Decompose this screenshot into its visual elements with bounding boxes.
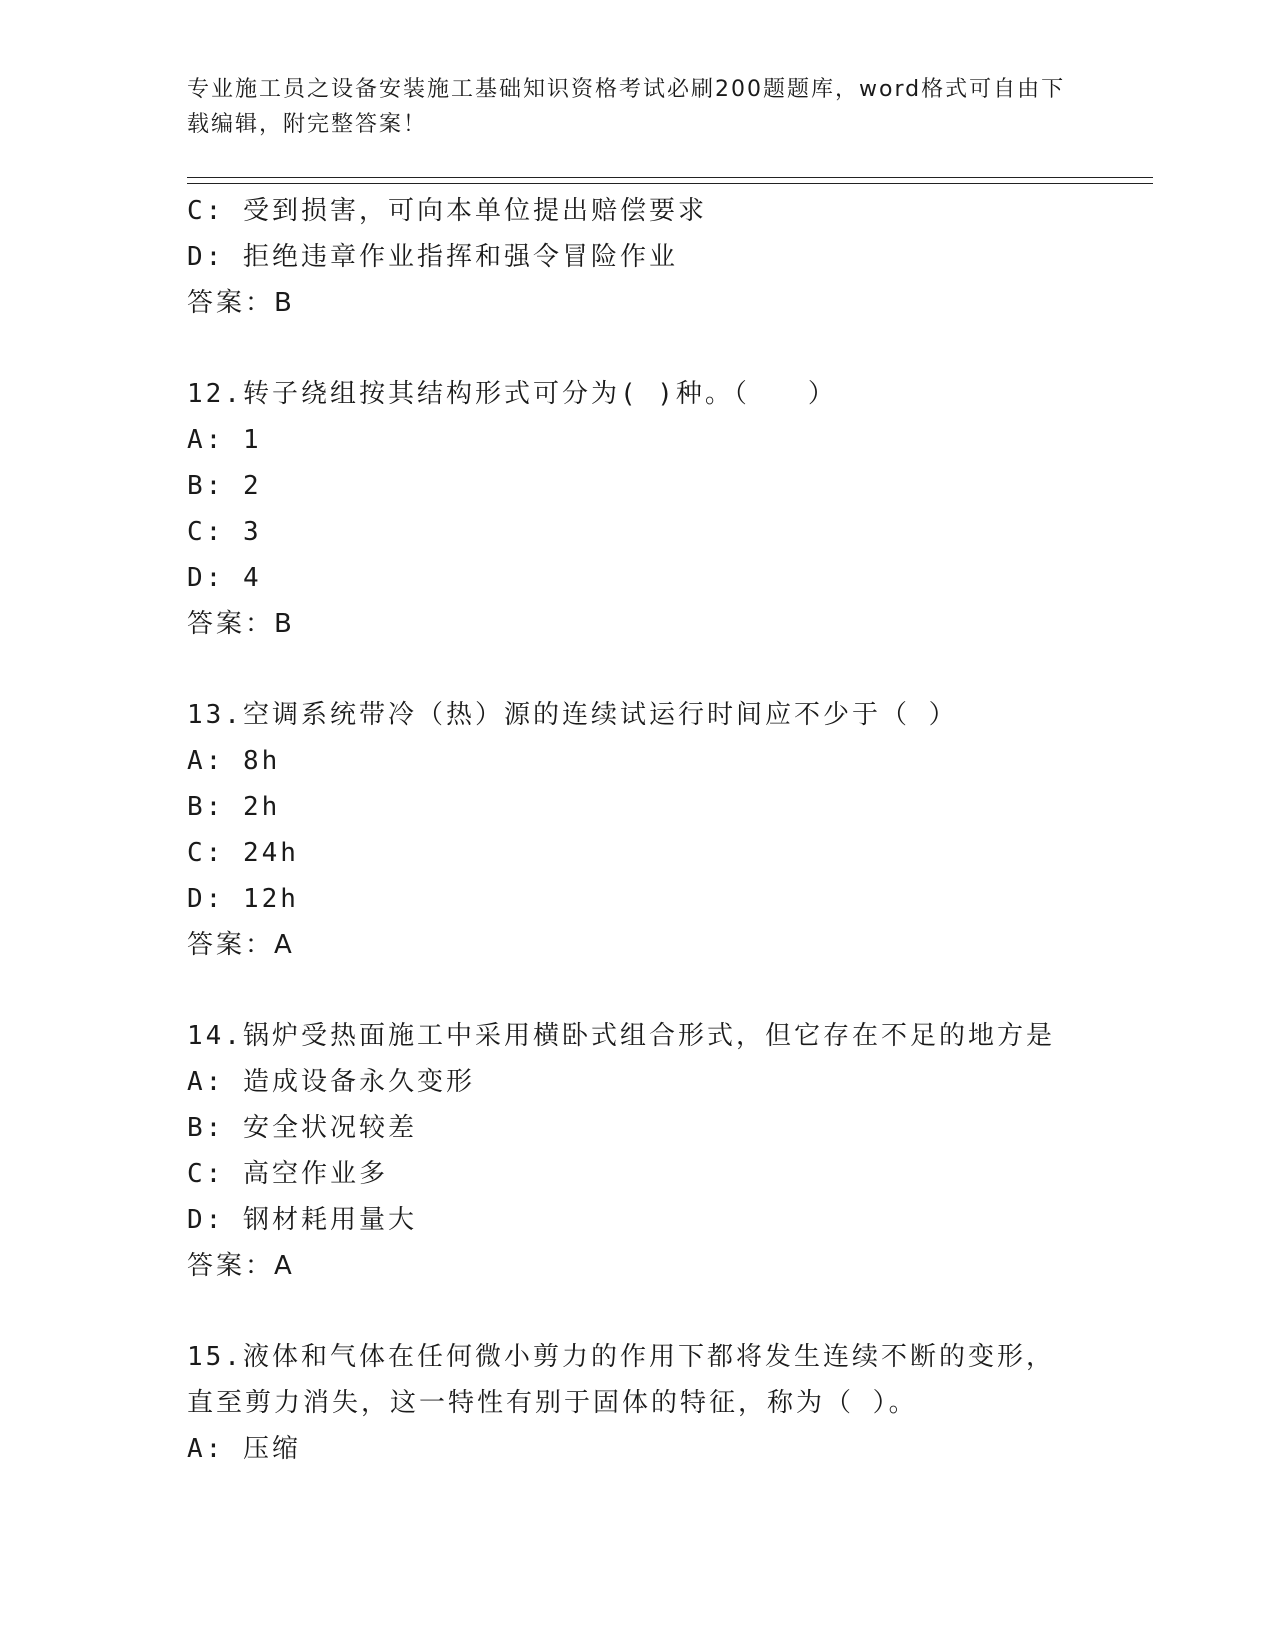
option-d: D: 4	[187, 563, 262, 593]
question-block-13	[187, 692, 1087, 968]
question-text: 12.转子绕组按其结构形式可分为( )种。（ ）	[187, 379, 837, 409]
answer-text: 答案：B	[187, 288, 295, 318]
option-c: C: 3	[187, 517, 262, 547]
block-spacer	[187, 1289, 1087, 1334]
question-block-11	[187, 188, 1087, 326]
header-rule-top	[187, 177, 1153, 178]
option-d: D: 拒绝违章作业指挥和强令冒险作业	[187, 242, 678, 272]
option-a: A: 1	[187, 425, 262, 455]
document-header: 专业施工员之设备安装施工基础知识资格考试必刷200题题库，word格式可自由下载编辑，附完整答案！	[187, 77, 1066, 137]
question-list	[187, 188, 1087, 1472]
option-d: D: 12h	[187, 884, 299, 914]
block-spacer	[187, 326, 1087, 371]
option-b: B: 2h	[187, 792, 281, 822]
option-b: B: 安全状况较差	[187, 1113, 417, 1143]
option-a: A: 压缩	[187, 1434, 301, 1464]
question-block-12	[187, 371, 1087, 647]
option-c: C: 24h	[187, 838, 299, 868]
option-b: B: 2	[187, 471, 262, 501]
option-c: C: 高空作业多	[187, 1159, 388, 1189]
question-block-14	[187, 1013, 1087, 1289]
option-a: A: 造成设备永久变形	[187, 1067, 475, 1097]
question-text: 15.液体和气体在任何微小剪力的作用下都将发生连续不断的变形，直至剪力消失，这一特性有别于固体的特征，称为（ ）。	[187, 1342, 1055, 1418]
option-a: A: 8h	[187, 746, 281, 776]
question-block-15	[187, 1334, 1087, 1472]
block-spacer	[187, 647, 1087, 692]
answer-text: 答案：B	[187, 609, 295, 639]
option-c: C: 受到损害，可向本单位提出赔偿要求	[187, 196, 707, 226]
question-text: 14.锅炉受热面施工中采用横卧式组合形式，但它存在不足的地方是	[187, 1021, 1055, 1051]
header-rule-bottom	[187, 183, 1153, 184]
answer-text: 答案：A	[187, 1251, 295, 1281]
block-spacer	[187, 968, 1087, 1013]
option-d: D: 钢材耗用量大	[187, 1205, 417, 1235]
question-text: 13.空调系统带冷（热）源的连续试运行时间应不少于（ ）	[187, 700, 958, 730]
answer-text: 答案：A	[187, 930, 295, 960]
